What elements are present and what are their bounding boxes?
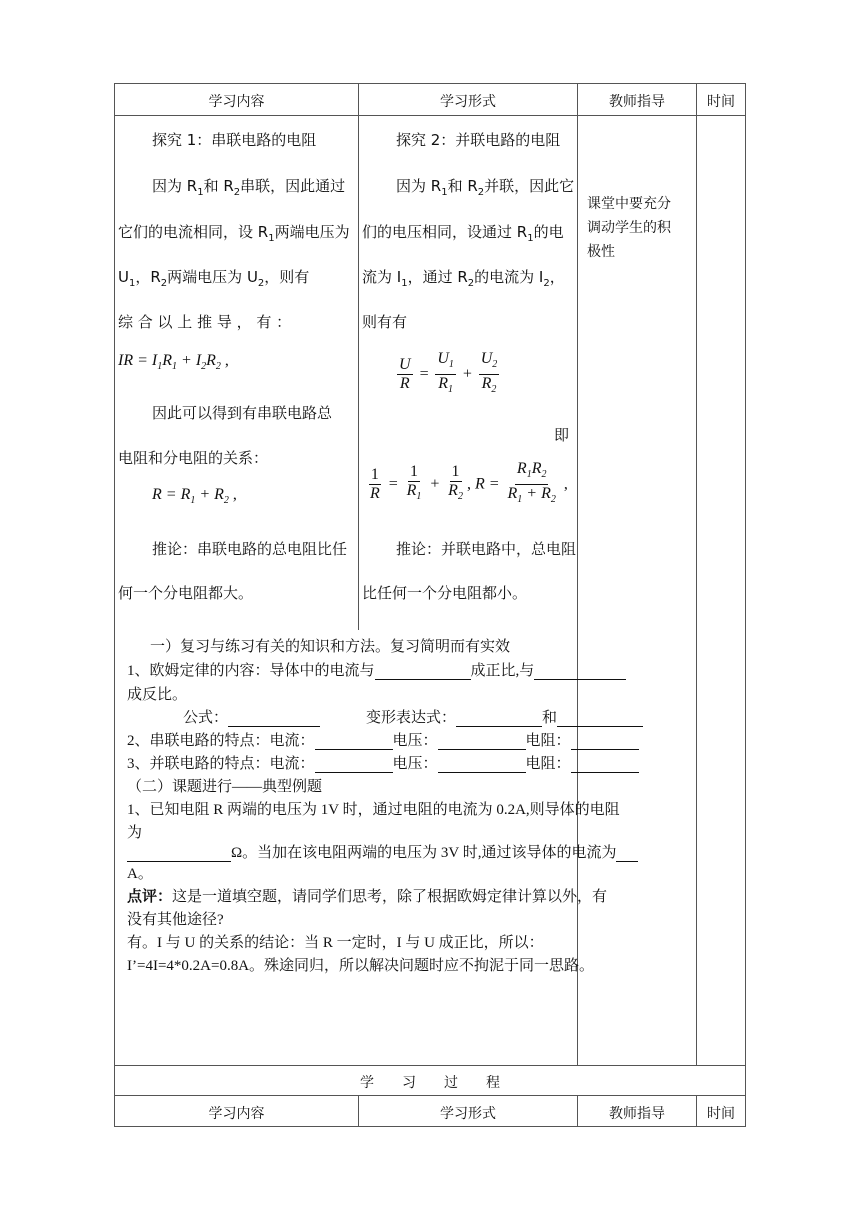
table-border-right	[745, 83, 746, 1126]
answer-line-2: I’=4I=4*0.2A=0.8A。殊途同归，所以解决问题时应不拘泥于同一思路。	[127, 958, 595, 974]
row-divider-2	[114, 1095, 746, 1096]
col1-line5: 因此可以得到有串联电路总	[152, 404, 333, 422]
col2-ji: 即	[554, 426, 570, 444]
col2-line3: 流为 $I_1$，通过 $R_2$的电流为 $I_2$，	[362, 268, 565, 289]
answer-line-1: 有。I 与 U 的关系的结论：当 R 一定时，I 与 U 成正比，所以：	[127, 935, 544, 951]
row-divider	[114, 1065, 746, 1066]
review-item-1: 1、欧姆定律的内容：导体中的电流与 成正比,与	[127, 659, 626, 680]
guidance-line3: 极性	[587, 244, 615, 260]
col1-line6: 电阻和分电阻的关系：	[118, 449, 269, 467]
footer-guidance: 教师指导	[609, 1106, 665, 1122]
col2-line4: 则有有	[362, 313, 408, 331]
example-line-2: 为	[127, 825, 143, 841]
footer-content: 学习内容	[208, 1106, 265, 1122]
table-border-top	[114, 83, 746, 84]
review-item-1-cont: 成反比。	[127, 687, 188, 703]
col1-line4: 综 合 以 上 推 导 ， 有 ：	[118, 313, 292, 331]
footer-time: 时间	[707, 1106, 735, 1122]
comment-line-1: 点评：这是一道填空题，请同学们思考，除了根据欧姆定律计算以外，有	[127, 889, 608, 905]
review-item-2: 2、串联电路的特点：电流： 电压： 电阻：	[127, 729, 639, 750]
parallel-formula-1: $\frac{U}{R}$ = $\frac{U_1}{R_1}$ + $\frac{U_2}{R_2}$	[399, 350, 498, 396]
section-two-heading: （二）课题进行——典型例题	[127, 779, 323, 795]
table-border-bottom	[114, 1126, 746, 1127]
review-item-3: 3、并联电路的特点：电流： 电压： 电阻：	[127, 752, 639, 773]
col1-line2: 它们的电流相同，设 $R_1$两端电压为	[118, 223, 350, 244]
series-formula-2: $R = R_1 + R_2$ ,	[152, 486, 237, 507]
header-divider	[114, 115, 746, 116]
col2-line8: 比任何一个分电阻都小。	[362, 584, 528, 602]
series-formula-1: IR = $I_1R_1 + I_2R_2$ ,	[118, 352, 229, 373]
example-line-3: Ω。当加在该电阻两端的电压为 3V 时,通过该导体的电流为	[127, 841, 638, 862]
review-heading: 一）复习与练习有关的知识和方法。复习简明而有实效	[150, 639, 511, 655]
section-row-title: 学 习 过 程	[360, 1075, 500, 1091]
formula-line: 公式： 变形表达式： 和	[183, 706, 643, 727]
col1-title: 探究 1：串联电路的电阻	[152, 131, 317, 149]
header-content: 学习内容	[208, 94, 265, 110]
table-border-left	[114, 83, 115, 1126]
col-divider-3	[696, 83, 697, 1065]
col2-line2: 们的电压相同，设通过 $R_1$的电	[362, 223, 564, 244]
col2-title: 探究 2：并联电路的电阻	[396, 131, 561, 149]
parallel-formula-2: $\frac{1}{R}$ = $\frac{1}{R_1}$ + $\frac{1}{R_2}$ , R = $\frac{R_1R_2}{R_1 + R_2}$ ,	[370, 460, 568, 506]
col2-line7: 推论：并联电路中，总电阻	[396, 540, 577, 558]
col1-line7: 推论：串联电路的总电阻比任	[152, 540, 348, 558]
col1-line3: $U_1$，$R_2$两端电压为 $U_2$，则有	[118, 268, 310, 289]
col1-line8: 何一个分电阻都大。	[118, 584, 254, 602]
header-form: 学习形式	[440, 94, 496, 110]
guidance-line2: 调动学生的积	[587, 220, 671, 236]
footer-form: 学习形式	[440, 1106, 496, 1122]
example-line-1: 1、已知电阻 R 两端的电压为 1V 时，通过电阻的电流为 0.2A,则导体的电阻	[127, 802, 620, 818]
header-guidance: 教师指导	[609, 94, 665, 110]
guidance-line1: 课堂中要充分	[587, 196, 671, 212]
header-time: 时间	[707, 94, 735, 110]
comment-line-2: 没有其他途径?	[127, 912, 224, 928]
example-line-4: A。	[127, 866, 153, 882]
col1-line1: 因为 $R_1$和 $R_2$串联，因此通过	[152, 177, 346, 198]
col-divider-1	[358, 83, 359, 630]
col2-line1: 因为 $R_1$和 $R_2$并联，因此它	[396, 177, 575, 198]
col-divider-2	[577, 83, 578, 1065]
